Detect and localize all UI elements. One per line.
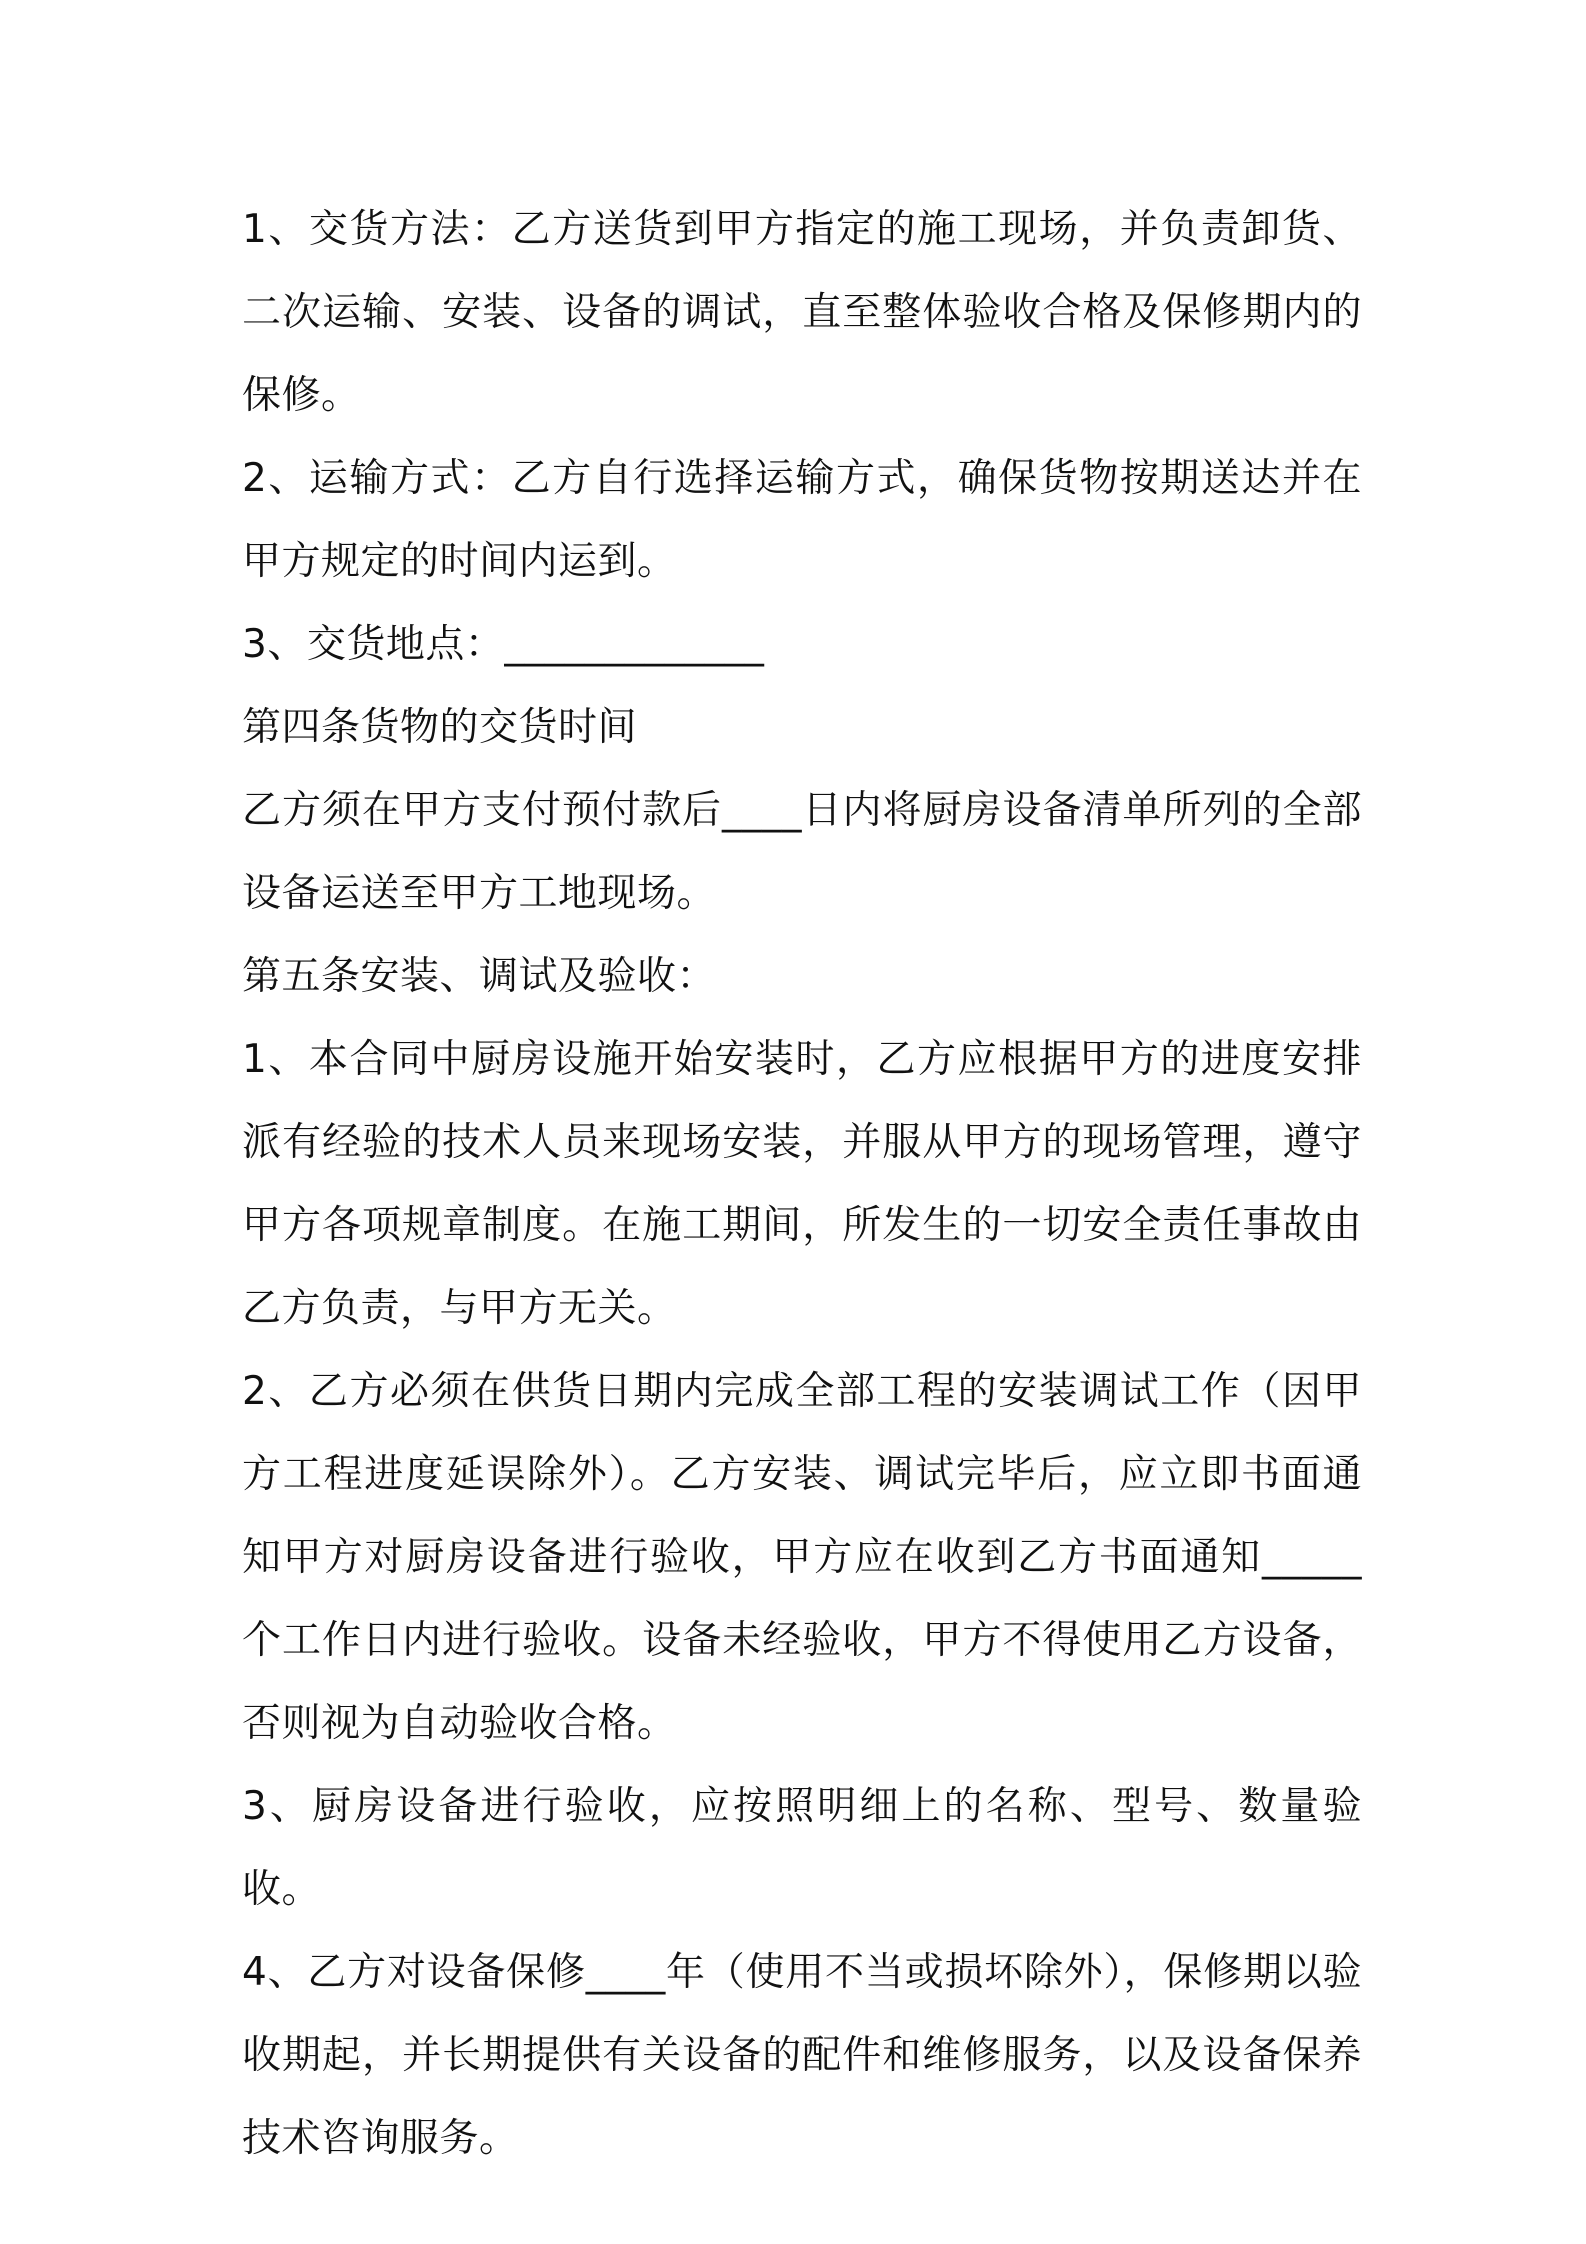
clause-delivery-location: 3、交货地点：_____________ xyxy=(242,622,765,667)
article-five-heading: 第五条安装、调试及验收： xyxy=(242,954,717,999)
document-body xyxy=(242,188,1362,2180)
clause-commissioning: 2、乙方必须在供货日期内完成全部工程的安装调试工作（因甲方工程进度延误除外）。乙方安装、调试完毕后，应立即书面通知甲方对厨房设备进行验收，甲方应在收到乙方书面通知_____个工作日内进行验收。设备未经验收，甲方不得使用乙方设备，否则视为自动验收合格。 xyxy=(242,1369,1362,1746)
clause-warranty: 4、乙方对设备保修____年（使用不当或损坏除外），保修期以验收期起，并长期提供有关设备的配件和维修服务，以及设备保养技术咨询服务。 xyxy=(242,1950,1362,2161)
clause-installation: 1、本合同中厨房设施开始安装时，乙方应根据甲方的进度安排派有经验的技术人员来现场安装，并服从甲方的现场管理，遵守甲方各项规章制度。在施工期间，所发生的一切安全责任事故由乙方负责，与甲方无关。 xyxy=(242,1037,1362,1331)
article-four-heading: 第四条货物的交货时间 xyxy=(242,705,638,750)
clause-acceptance: 3、厨房设备进行验收，应按照明细上的名称、型号、数量验收。 xyxy=(242,1784,1362,1912)
clause-delivery-method: 1、交货方法：乙方送货到甲方指定的施工现场，并负责卸货、二次运输、安装、设备的调试，直至整体验收合格及保修期内的保修。 xyxy=(242,207,1362,418)
clause-transport-method: 2、运输方式：乙方自行选择运输方式，确保货物按期送达并在甲方规定的时间内运到。 xyxy=(242,456,1362,584)
clause-delivery-time: 乙方须在甲方支付预付款后____日内将厨房设备清单所列的全部设备运送至甲方工地现场。 xyxy=(242,788,1362,916)
